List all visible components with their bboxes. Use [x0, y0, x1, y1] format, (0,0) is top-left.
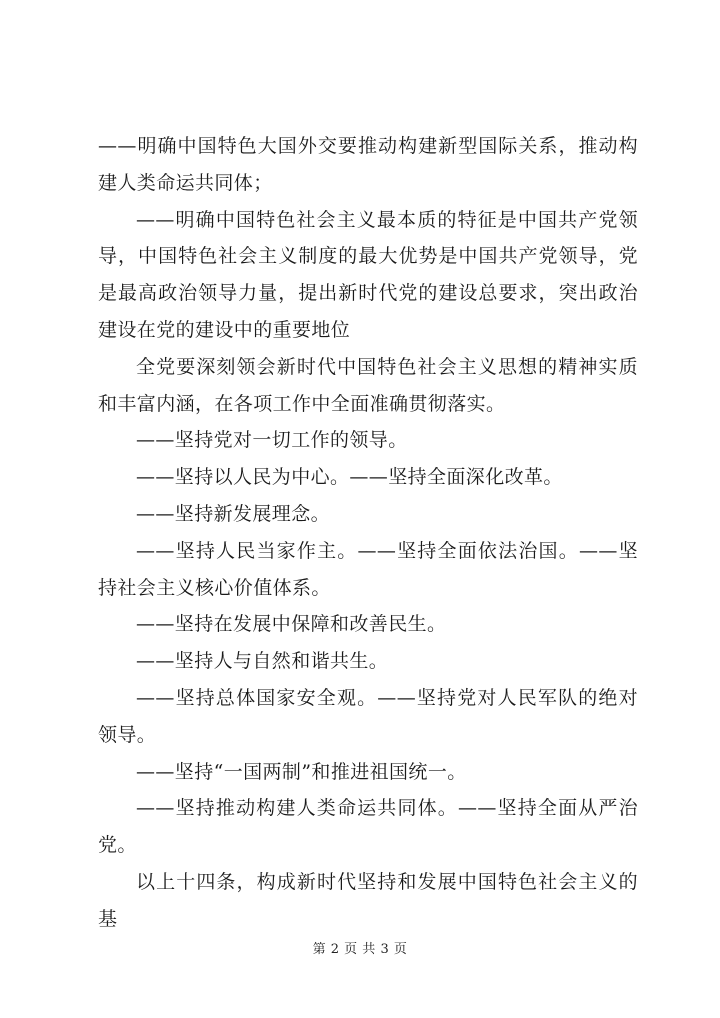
paragraph-implementation: 全党要深刻领会新时代中国特色社会主义思想的精神实质和丰富内涵，在各项工作中全面准确贯彻落实。 [98, 355, 638, 415]
document-body [98, 128, 638, 938]
list-item: ——坚持新发展理念。 [136, 502, 331, 525]
list-item: ——坚持党对一切工作的领导。 [136, 429, 408, 452]
list-item: ——坚持推动构建人类命运共同体。——坚持全面从严治党。 [98, 797, 638, 857]
paragraph-party-leadership: ——明确中国特色社会主义最本质的特征是中国共产党领导，中国特色社会主义制度的最大优势是中国共产党领导，党是最高政治领导力量，提出新时代党的建设总要求，突出政治建设在党的建设中的重要地位 [98, 208, 638, 341]
paragraph-diplomacy: ——明确中国特色大国外交要推动构建新型国际关系，推动构建人类命运共同体； [98, 135, 638, 194]
list-item: ——坚持以人民为中心。——坚持全面深化改革。 [136, 466, 563, 489]
list-item: ——坚持人与自然和谐共生。 [136, 650, 389, 673]
list-item: ——坚持在发展中保障和改善民生。 [136, 613, 447, 636]
paragraph-summary: 以上十四条，构成新时代坚持和发展中国特色社会主义的基 [98, 870, 638, 930]
list-item: ——坚持总体国家安全观。——坚持党对人民军队的绝对领导。 [98, 686, 638, 746]
list-item: ——坚持“一国两制”和推进祖国统一。 [136, 760, 467, 783]
page-number-footer: 第 2 页 共 3 页 [312, 942, 408, 957]
list-item: ——坚持人民当家作主。——坚持全面依法治国。——坚持社会主义核心价值体系。 [98, 539, 638, 599]
